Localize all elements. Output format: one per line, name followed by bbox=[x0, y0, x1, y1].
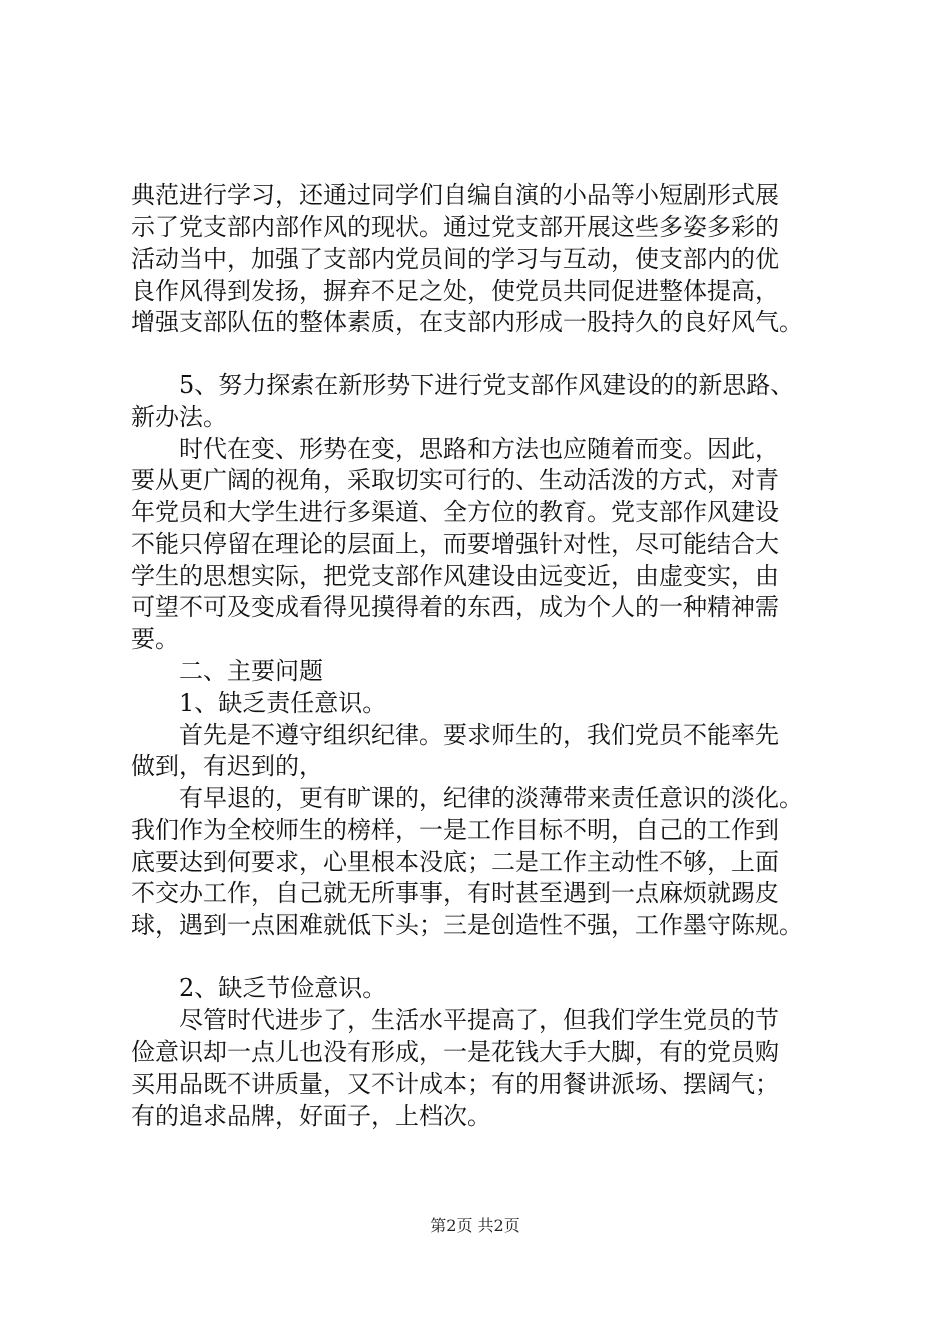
text-line: 底要达到何要求，心里根本没底；二是工作主动性不够，上面 bbox=[131, 848, 779, 876]
section-heading-5: 5、努力探索在新形势下进行党支部作风建设的的新思路、 bbox=[179, 371, 795, 399]
text-line: 活动当中，加强了支部内党员间的学习与互动，使支部内的优 bbox=[131, 245, 779, 273]
text-line: 要从更广阔的视角，采取切实可行的、生动活泼的方式，对青 bbox=[131, 466, 779, 494]
paragraph-start: 时代在变、形势在变，思路和方法也应随着而变。因此， bbox=[179, 435, 779, 463]
text-line: 有的追求品牌，好面子，上档次。 bbox=[131, 1102, 491, 1130]
text-line: 可望不可及变成看得见摸得着的东西，成为个人的一种精神需 bbox=[131, 593, 779, 621]
text-line: 我们作为全校师生的榜样，一是工作目标不明，自己的工作到 bbox=[131, 816, 779, 844]
text-line: 增强支部队伍的整体素质，在支部内形成一股持久的良好风气。 bbox=[131, 308, 803, 336]
text-line: 学生的思想实际，把党支部作风建设由远变近，由虚变实，由 bbox=[131, 562, 779, 590]
page-footer: 第2页 共2页 bbox=[430, 1216, 520, 1235]
text-line: 买用品既不讲质量，又不计成本；有的用餐讲派场、摆阔气； bbox=[131, 1070, 779, 1098]
paragraph-start: 首先是不遵守组织纪律。要求师生的，我们党员不能率先 bbox=[179, 721, 779, 749]
text-line: 年党员和大学生进行多渠道、全方位的教育。党支部作风建设 bbox=[131, 498, 779, 526]
text-line: 不能只停留在理论的层面上，而要增强针对性，尽可能结合大 bbox=[131, 530, 779, 558]
subheading-1: 1、缺乏责任意识。 bbox=[179, 689, 387, 717]
text-line: 俭意识却一点儿也没有形成，一是花钱大手大脚，有的党员购 bbox=[131, 1038, 779, 1066]
paragraph-start: 有早退的，更有旷课的，纪律的淡薄带来责任意识的淡化。 bbox=[179, 784, 803, 812]
text-line: 做到，有迟到的， bbox=[131, 752, 323, 780]
text-line: 典范进行学习，还通过同学们自编自演的小品等小短剧形式展 bbox=[131, 181, 779, 209]
text-line: 良作风得到发扬，摒弃不足之处，使党员共同促进整体提高， bbox=[131, 277, 779, 305]
paragraph-start: 尽管时代进步了，生活水平提高了，但我们学生党员的节 bbox=[179, 1006, 779, 1034]
text-line: 示了党支部内部作风的现状。通过党支部开展这些多姿多彩的 bbox=[131, 213, 779, 241]
section-heading-main-issues: 二、主要问题 bbox=[179, 657, 323, 685]
text-line: 新办法。 bbox=[131, 403, 227, 431]
text-line: 球，遇到一点困难就低下头；三是创造性不强，工作墨守陈规。 bbox=[131, 911, 803, 939]
text-line: 要。 bbox=[131, 625, 179, 653]
text-line: 不交办工作，自己就无所事事，有时甚至遇到一点麻烦就踢皮 bbox=[131, 879, 779, 907]
subheading-2: 2、缺乏节俭意识。 bbox=[179, 974, 387, 1002]
